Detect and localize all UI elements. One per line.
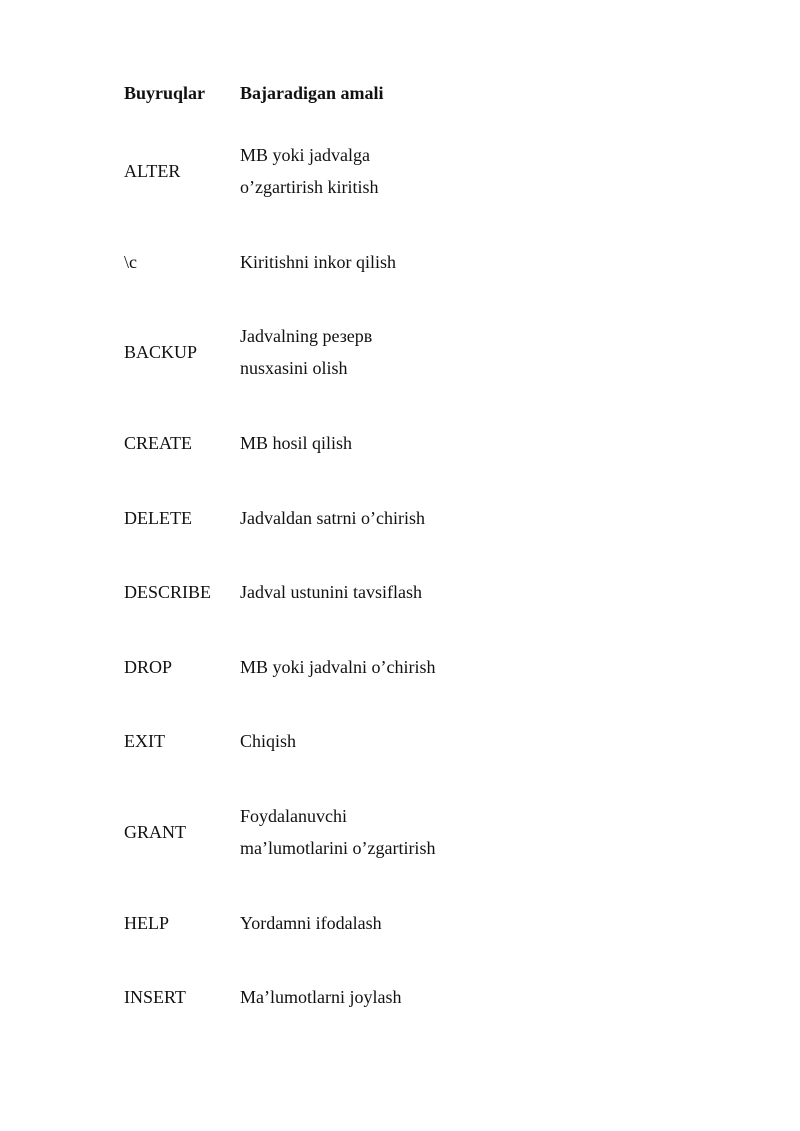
table-row <box>118 779 506 886</box>
action-line: Yordamni ifodalash <box>240 912 382 933</box>
action-line: Kiritishni inkor qilish <box>240 251 397 272</box>
command-cell: DELETE <box>124 507 192 528</box>
action-cell <box>234 406 506 481</box>
command-cell: \c <box>124 251 137 272</box>
action-line: Jadvaldan satrni o’chirish <box>240 507 425 528</box>
command-cell: HELP <box>124 912 169 933</box>
command-cell: ALTER <box>124 161 181 182</box>
table-row <box>118 225 506 300</box>
action-line: Chiqish <box>240 731 297 752</box>
action-line: Foydalanuvchi <box>240 806 347 827</box>
action-line: MB yoki jadvalni o’chirish <box>240 656 436 677</box>
table-header-row <box>118 68 506 118</box>
action-line: o’zgartirish kiritish <box>240 177 379 198</box>
table-row <box>118 299 506 406</box>
table-row <box>118 118 506 225</box>
action-line: Jadval ustunini tavsiflash <box>240 582 422 603</box>
command-cell: CREATE <box>124 433 193 454</box>
action-line: MB hosil qilish <box>240 433 353 454</box>
table-row <box>118 704 506 779</box>
action-cell <box>234 225 506 300</box>
action-cell <box>234 960 506 1035</box>
command-cell: INSERT <box>124 987 186 1008</box>
action-cell <box>234 480 506 555</box>
command-cell: EXIT <box>124 731 165 752</box>
table-row <box>118 630 506 705</box>
command-cell: BACKUP <box>124 342 198 363</box>
action-line: MB yoki jadvalga <box>240 145 370 166</box>
table-row <box>118 960 506 1035</box>
action-cell <box>234 118 506 225</box>
action-cell <box>234 885 506 960</box>
table-row <box>118 885 506 960</box>
commands-table <box>118 68 506 1035</box>
action-cell <box>234 704 506 779</box>
table-row <box>118 555 506 630</box>
table-row <box>118 480 506 555</box>
action-line: ma’lumotlarini o’zgartirish <box>240 838 436 859</box>
table-row <box>118 406 506 481</box>
header-action: Bajaradigan amali <box>240 83 384 103</box>
action-line: Ma’lumotlarni joylash <box>240 987 402 1008</box>
action-cell <box>234 779 506 886</box>
header-commands: Buyruqlar <box>124 83 206 103</box>
command-cell: DESCRIBE <box>124 582 212 603</box>
action-line: Jadvalning резерв <box>240 326 373 347</box>
command-cell: GRANT <box>124 822 186 843</box>
action-cell <box>234 630 506 705</box>
table-body <box>118 118 506 1035</box>
action-cell <box>234 555 506 630</box>
command-cell: DROP <box>124 656 173 677</box>
action-line: nusxasini olish <box>240 358 348 379</box>
action-cell <box>234 299 506 406</box>
